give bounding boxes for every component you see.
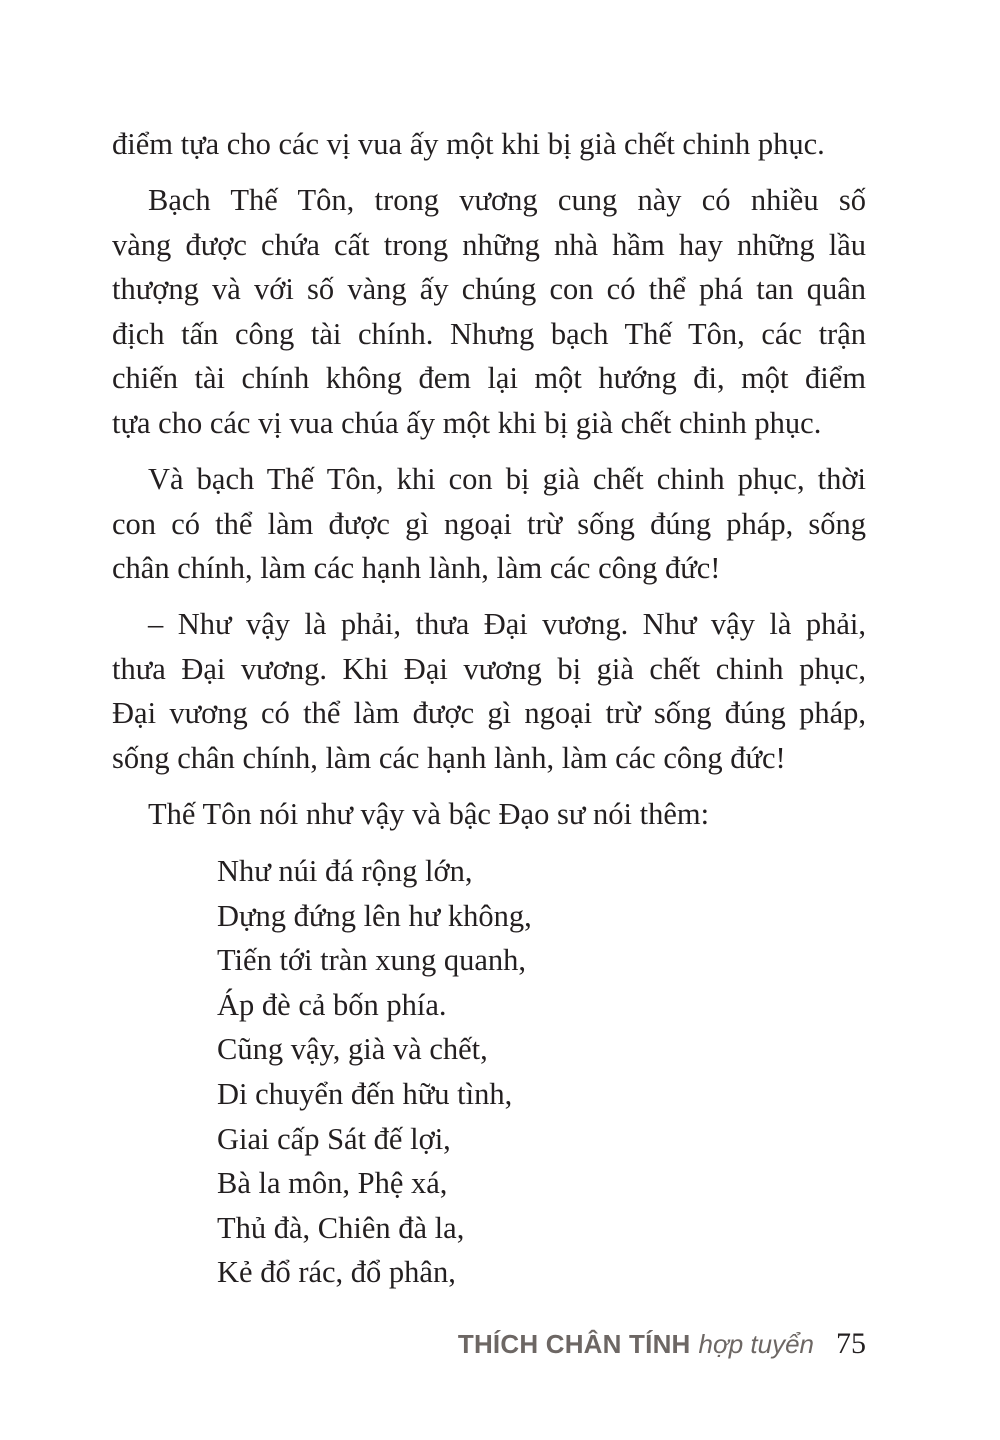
verse-line: Dựng đứng lên hư không, (217, 898, 532, 933)
text-line: thượng và với số vàng ấy chúng con có thể phá tan quân (112, 272, 866, 307)
verse-line: Áp đè cả bốn phía. (217, 987, 447, 1022)
text-line: Và bạch Thế Tôn, khi con bị già chết chinh phục, thời (148, 462, 866, 496)
text-line: thưa Đại vương. Khi Đại vương bị già chết chinh phục, (112, 651, 866, 686)
text-line: vàng được chứa cất trong những nhà hầm hay những lầu (112, 227, 866, 262)
paragraph-continuation (112, 122, 866, 167)
verse-line: Cũng vậy, già và chết, (217, 1032, 488, 1067)
paragraph-verse-intro (112, 792, 866, 837)
verse-block (217, 849, 532, 1295)
verse-line: Giai cấp Sát đế lợi, (217, 1121, 451, 1156)
verse-line: Kẻ đổ rác, đổ phân, (217, 1255, 456, 1290)
verse-line: Bà la môn, Phệ xá, (217, 1166, 448, 1201)
page-footer (458, 1327, 866, 1367)
text-line: địch tấn công tài chính. Nhưng bạch Thế Tôn, các trận (112, 316, 866, 351)
text-line: Bạch Thế Tôn, trong vương cung này có nhiều số (148, 183, 866, 217)
verse-line: Như núi đá rộng lớn, (217, 854, 473, 888)
text-line: chân chính, làm các hạnh lành, làm các công đức! (112, 551, 721, 586)
text-line: Đại vương có thể làm được gì ngoại trừ sống đúng pháp, (112, 696, 866, 731)
text-line: chiến tài chính không đem lại một hướng đi, một điểm (112, 361, 866, 396)
footer-author: THÍCH CHÂN TÍNH (457, 1329, 691, 1359)
text-line: sống chân chính, làm các hạnh lành, làm các công đức! (112, 740, 786, 775)
verse-line: Thủ đà, Chiên đà la, (217, 1210, 465, 1245)
text-line: Thế Tôn nói như vậy và bậc Đạo sư nói thêm: (148, 797, 710, 831)
verse-line: Di chuyển đến hữu tình, (217, 1076, 513, 1111)
text-line: con có thể làm được gì ngoại trừ sống đúng pháp, sống (112, 506, 866, 541)
paragraph-buddha-reply (112, 602, 866, 780)
page-number: 75 (836, 1327, 866, 1360)
paragraph-gold-treasury (112, 178, 866, 446)
text-line: – Như vậy là phải, thưa Đại vương. Như vậy là phải, (148, 607, 866, 641)
verse-line: Tiến tới tràn xung quanh, (217, 943, 526, 978)
text-line: tựa cho các vị vua chúa ấy một khi bị già chết chinh phục. (112, 405, 822, 440)
footer-subtitle: hợp tuyển (698, 1329, 814, 1359)
text-line: điểm tựa cho các vị vua ấy một khi bị già chết chinh phục. (112, 127, 825, 161)
paragraph-righteous-living (112, 457, 866, 591)
